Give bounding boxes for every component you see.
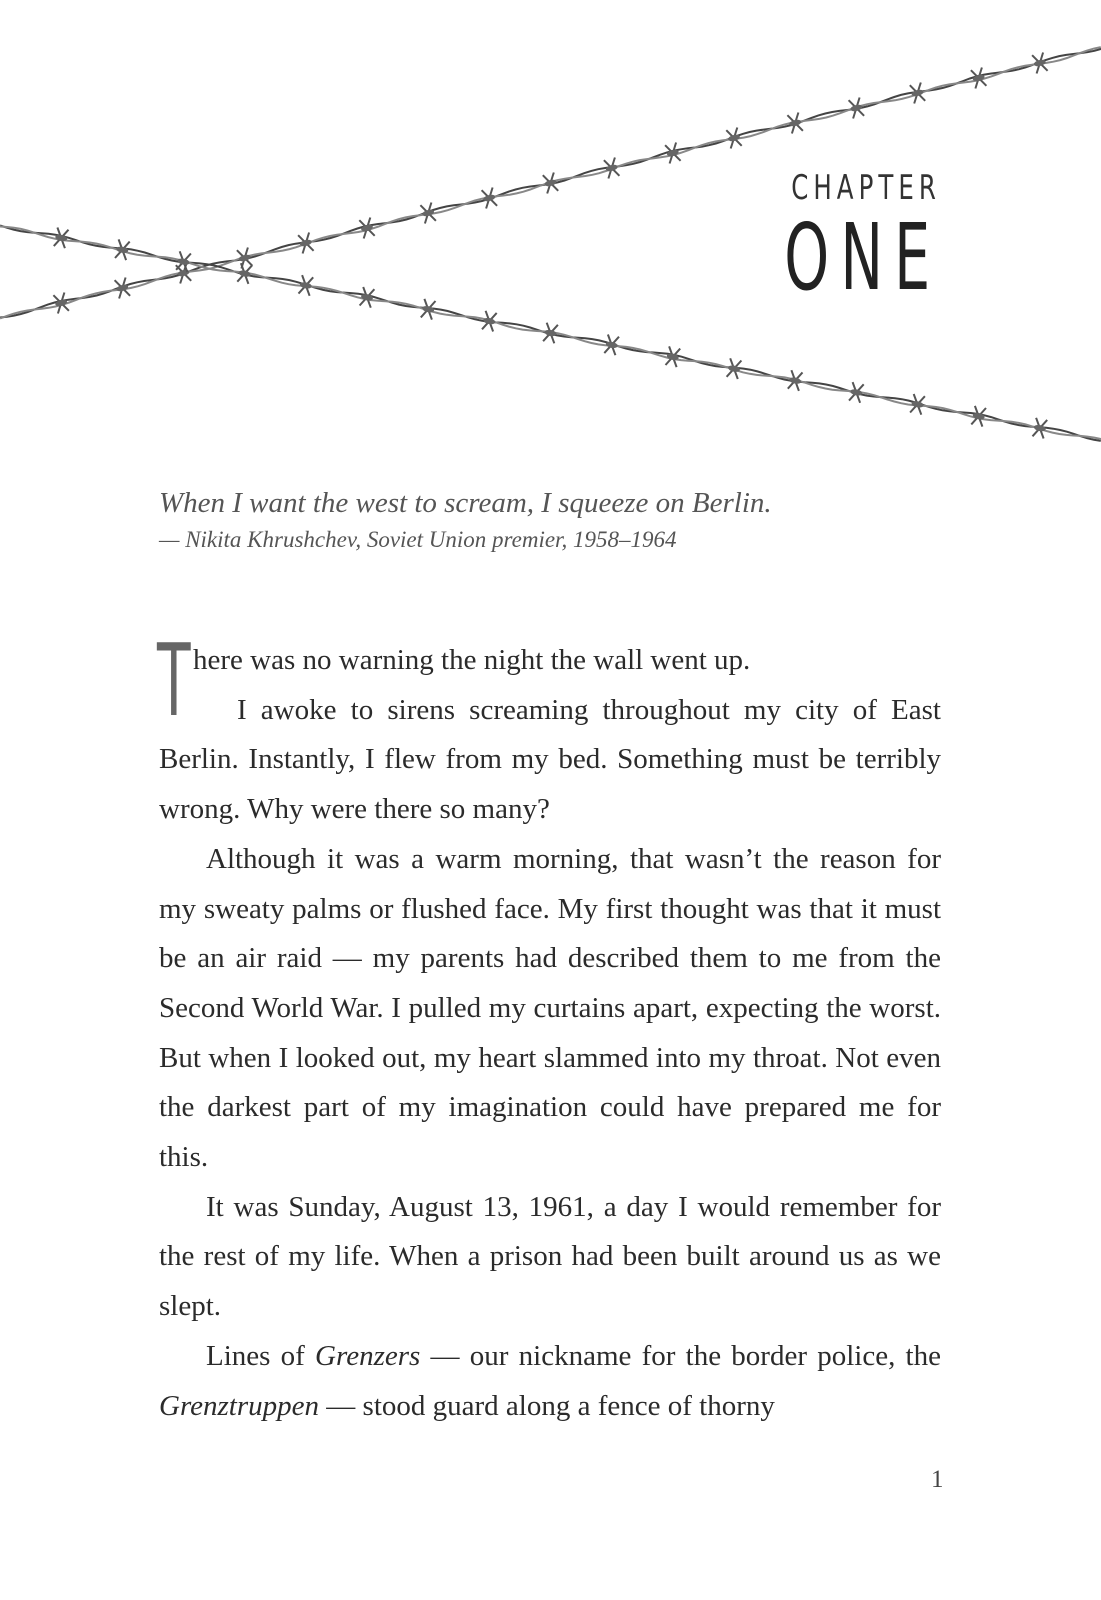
paragraph-1 [157, 622, 941, 739]
paragraph-5-part2: — our nickname for the border police, the [420, 1339, 941, 1372]
paragraph-5-part3: — stood guard along a fence of thorny [319, 1389, 775, 1422]
chapter-label: CHAPTER [791, 168, 941, 208]
paragraph-3: Although it was a warm morning, that wasn’t the reason for my sweaty palms or flushed face. My first thought was that it must be an air raid — my parents had described them to me from the Second World War. I pulled my curtains apart, expecting the worst. But when I looked out, my heart slammed into my throat. Not even the darkest part of my imagination could have prepared me for this. [159, 842, 941, 1174]
page-number: 1 [931, 1466, 944, 1493]
paragraph-5 [159, 1332, 941, 1431]
chapter-body [157, 622, 941, 1431]
paragraph-4: It was Sunday, August 13, 1961, a day I would remember for the rest of my life. When a prison had been built around us as we slept. [159, 1190, 941, 1323]
drop-cap: T [157, 622, 191, 739]
paragraph-5-italic2: Grenztruppen [159, 1389, 320, 1422]
paragraph-5-italic1: Grenzers [315, 1339, 421, 1372]
epigraph-attribution: — Nikita Khrushchev, Soviet Union premier, 1958–1964 [159, 527, 677, 552]
paragraph-5-part1: Lines of [206, 1339, 316, 1372]
chapter-number: ONE [783, 204, 941, 311]
epigraph [159, 482, 959, 556]
paragraph-1-text: here was no warning the night the wall went up. [193, 644, 751, 676]
epigraph-quote: When I want the west to scream, I squeeze on Berlin. [159, 487, 772, 519]
paragraph-2: I awoke to sirens screaming throughout my city of East Berlin. Instantly, I flew from my bed. Something must be terribly wrong. Why were there so many? [159, 693, 941, 826]
